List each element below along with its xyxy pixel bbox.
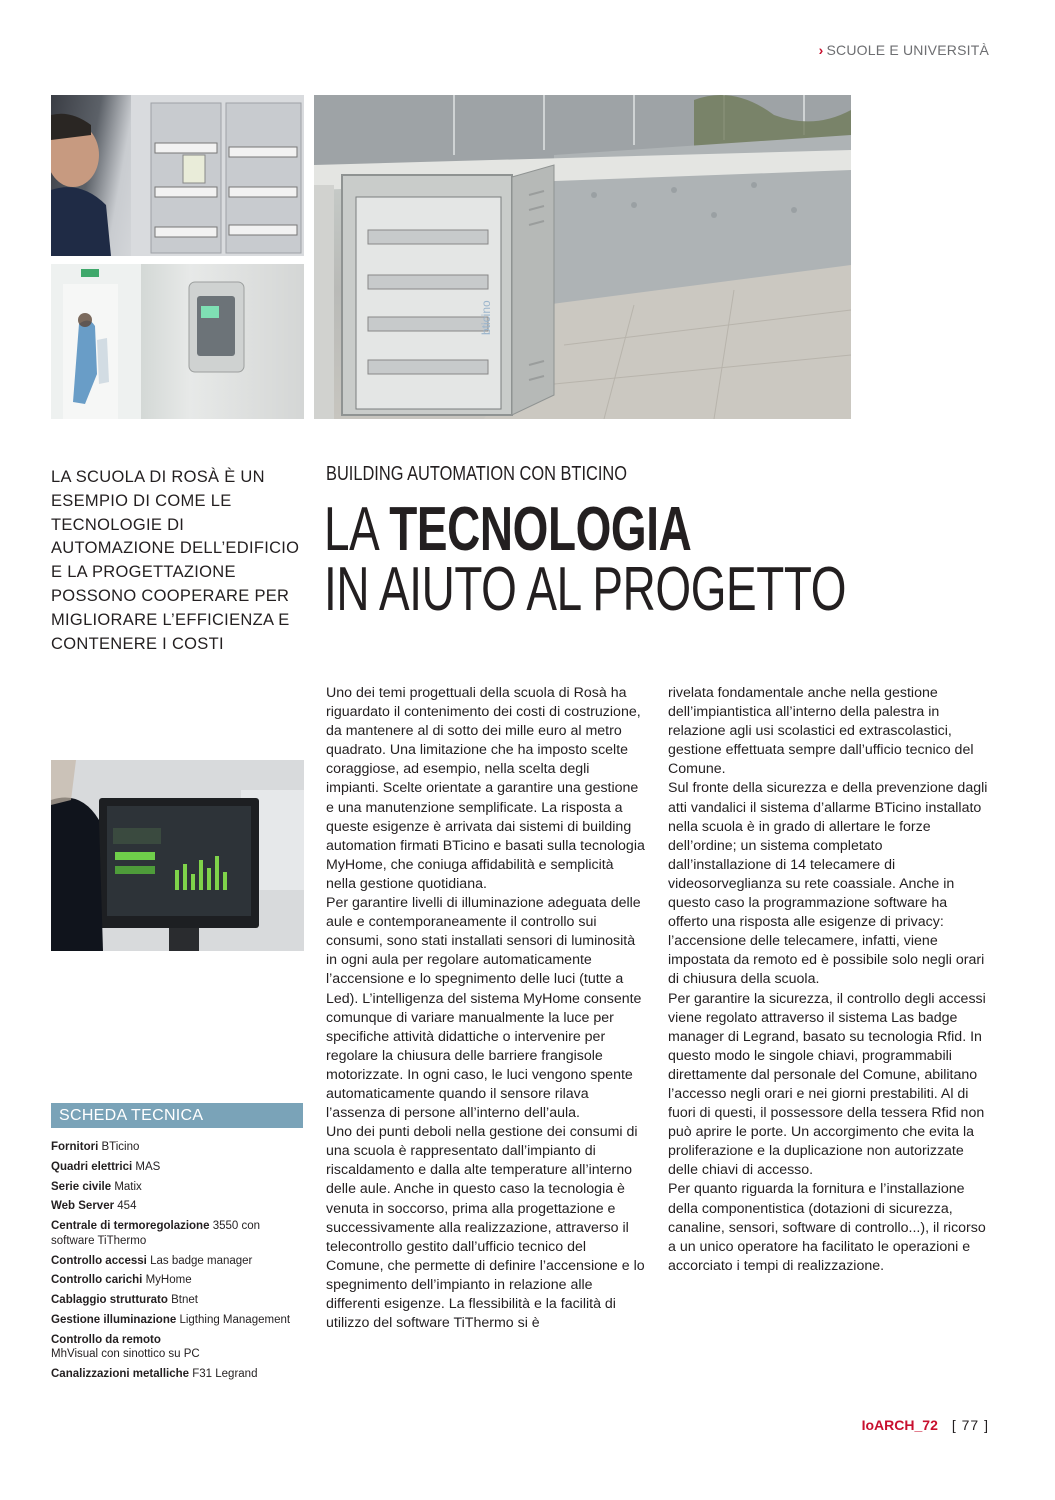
- section-label: SCUOLE E UNIVERSITÀ: [826, 42, 989, 58]
- spec-key: Centrale di termoregolazione: [51, 1220, 210, 1233]
- paragraph: Sul fronte della sicurezza e della prevenzione dagli atti vandalici il sistema d’allarme BTicino installato nella scuola è in grado di allertare le forze dell’ordine; un sistema completato dall’installazione di 14 telecamere di videosorveglianza su rete coassiale. Anche in questo caso la programmazione software ha offerto una risposta alle esigenze di privacy: l’accensione delle telecamere, infatti, viene impostata da remoto ed è possibile solo negli orari di chiusura della scuola.: [668, 780, 988, 988]
- spec-key: Controllo carichi: [51, 1274, 143, 1287]
- spec-key: Gestione illuminazione: [51, 1313, 177, 1326]
- paragraph: Per garantire la sicurezza, il controllo degli accessi viene regolato attraverso il sistema Las badge manager di Legrand, basato su tecnologia Rfid. In questo modo le singole chiavi, programmabili direttamente dal personale del Comune, abilitano l’accesso negli orari e nei giorni prestabiliti. Al di fuori di questi, il possessore della tessera Rfid non può aprire le porte. Un accorgimento che evita la proliferazione e la duplicazione non autorizzate delle chiavi di accesso.: [668, 990, 986, 1179]
- magazine-brand: IoARCH_72: [861, 1417, 938, 1433]
- spec-value: 3550 con software TiThermo: [51, 1220, 261, 1247]
- spec-key: Fornitori: [51, 1141, 99, 1153]
- spec-item: [51, 1199, 306, 1214]
- cabinet-brand-label: bticino: [479, 300, 493, 335]
- spec-key: Web Server: [51, 1200, 115, 1213]
- spec-item: [51, 1160, 306, 1175]
- chevron-right-icon: ›: [818, 42, 824, 58]
- spec-sheet-title: SCHEDA TECNICA: [51, 1103, 303, 1128]
- spec-key: Controllo da remoto: [51, 1333, 161, 1346]
- spec-value: BTicino: [101, 1141, 140, 1153]
- article-kicker: BUILDING AUTOMATION CON BTICINO: [326, 463, 628, 485]
- paragraph: Uno dei punti deboli nella gestione dei consumi di una scuola è rappresentato dall’impianto di riscaldamento e dalla alte temperature all’interno delle aule. Anche in questo caso la tecnologia è venuta in soccorso, prima alla progettazione e successivamente alla realizzazione, attraverso il telecontrollo gestito dall’ufficio tecnico del Comune, che permette di definire l’accensione e lo spegnimento dell’impianto in relazione alle differenti esigenze. La flessibilità e la facilità di utilizzo del software TiThermo si è: [326, 1124, 645, 1332]
- spec-value: 454: [117, 1200, 137, 1213]
- spec-value: MyHome: [145, 1274, 192, 1287]
- spec-key: Canalizzazioni metalliche: [51, 1368, 190, 1380]
- spec-item: [51, 1140, 306, 1155]
- title-line1-bold: TECNOLOGIA: [389, 495, 692, 564]
- spec-value: Matix: [114, 1180, 142, 1193]
- spec-value: Ligthing Management: [179, 1313, 291, 1326]
- spec-value: MhVisual con sinottico su PC: [51, 1348, 200, 1361]
- page-footer: [862, 1417, 989, 1433]
- photo-thermostat-corridor: [51, 264, 304, 419]
- spec-item: [51, 1367, 306, 1382]
- photo-electrician-panel: [51, 95, 304, 256]
- photo-outdoor-cabinet: [314, 95, 851, 419]
- spec-value: Btnet: [171, 1294, 198, 1307]
- spec-item: [51, 1180, 306, 1195]
- standfirst: LA SCUOLA DI ROSÀ È UN ESEMPIO DI COME LE TECNOLOGIE DI AUTOMAZIONE DELL’EDIFICIO E LA PROGETTAZIONE POSSONO COOPERARE PER MIGLIORARE L’EFFICIENZA E CONTENERE I COSTI: [51, 468, 300, 653]
- spec-item: [51, 1254, 306, 1269]
- spec-item: [51, 1293, 306, 1308]
- page-number: [ 77 ]: [951, 1417, 989, 1433]
- title-line2: IN AIUTO AL PROGETTO: [324, 555, 847, 624]
- spec-key: Quadri elettrici: [51, 1160, 133, 1173]
- spec-item: [51, 1333, 306, 1362]
- paragraph: Uno dei temi progettuali della scuola di Rosà ha riguardato il contenimento dei costi di costruzione, da mantenere al di sotto dei mille euro al metro quadrato. Una limitazione che ha imposto scelte coraggiose, ad esempio, nella scelta degli impianti. Scelte orientate a garantire una gestione e una manutenzione semplificate. La risposta a queste esigenze è arrivata dai sistemi di building automation firmati BTicino e basati sulla tecnologia MyHome, che coniuga affidabilità e semplicità nella gestione quotidiana.: [326, 685, 645, 892]
- article-column-1: [326, 684, 646, 1333]
- article-column-2: [668, 684, 988, 1276]
- article-title: [324, 495, 847, 624]
- spec-key: Controllo accessi: [51, 1254, 147, 1267]
- spec-item: [51, 1313, 306, 1328]
- spec-value: Las badge manager: [150, 1254, 253, 1267]
- paragraph: rivelata fondamentale anche nella gestione dell’impiantistica all’interno della palestra in relazione agli usi scolastici ed extrascolastici, gestione effettuata sempre dall’ufficio tecnico del Comune.: [668, 685, 974, 778]
- section-tag: [819, 42, 989, 58]
- title-line1-pre: LA: [324, 495, 390, 564]
- spec-item: [51, 1273, 306, 1288]
- spec-sheet-list: [51, 1140, 306, 1387]
- paragraph: Per garantire livelli di illuminazione adeguata delle aule e contemporaneamente il controllo sui consumi, sono stati installati sensori di luminosità in ogni aula per regolare automaticamente l’accensione e lo spegnimento delle luci (tutte a Led). L’intelligenza del sistema MyHome consente comunque di variare manualmente la luce per specifiche attività didattiche o intervenire per regolare la chiusura delle barriere frangisole motorizzate. In ogni caso, le luci vengono spente automaticamente quando il sensore rilava l’assenza di persone all’interno dell’aula.: [326, 895, 642, 1122]
- spec-value: MAS: [135, 1160, 161, 1173]
- paragraph: Per quanto riguarda la fornitura e l’installazione della componentistica (dotazioni di sicurezza, canaline, sensori, software di controllo...), il ricorso a un unico operatore ha facilitato le operazioni e accorciato i tempi di realizzazione.: [668, 1181, 986, 1274]
- spec-key: Serie civile: [51, 1180, 112, 1193]
- spec-value: F31 Legrand: [192, 1368, 258, 1380]
- photo-control-monitor: [51, 760, 304, 951]
- spec-key: Cablaggio strutturato: [51, 1294, 168, 1307]
- spec-item: [51, 1219, 306, 1248]
